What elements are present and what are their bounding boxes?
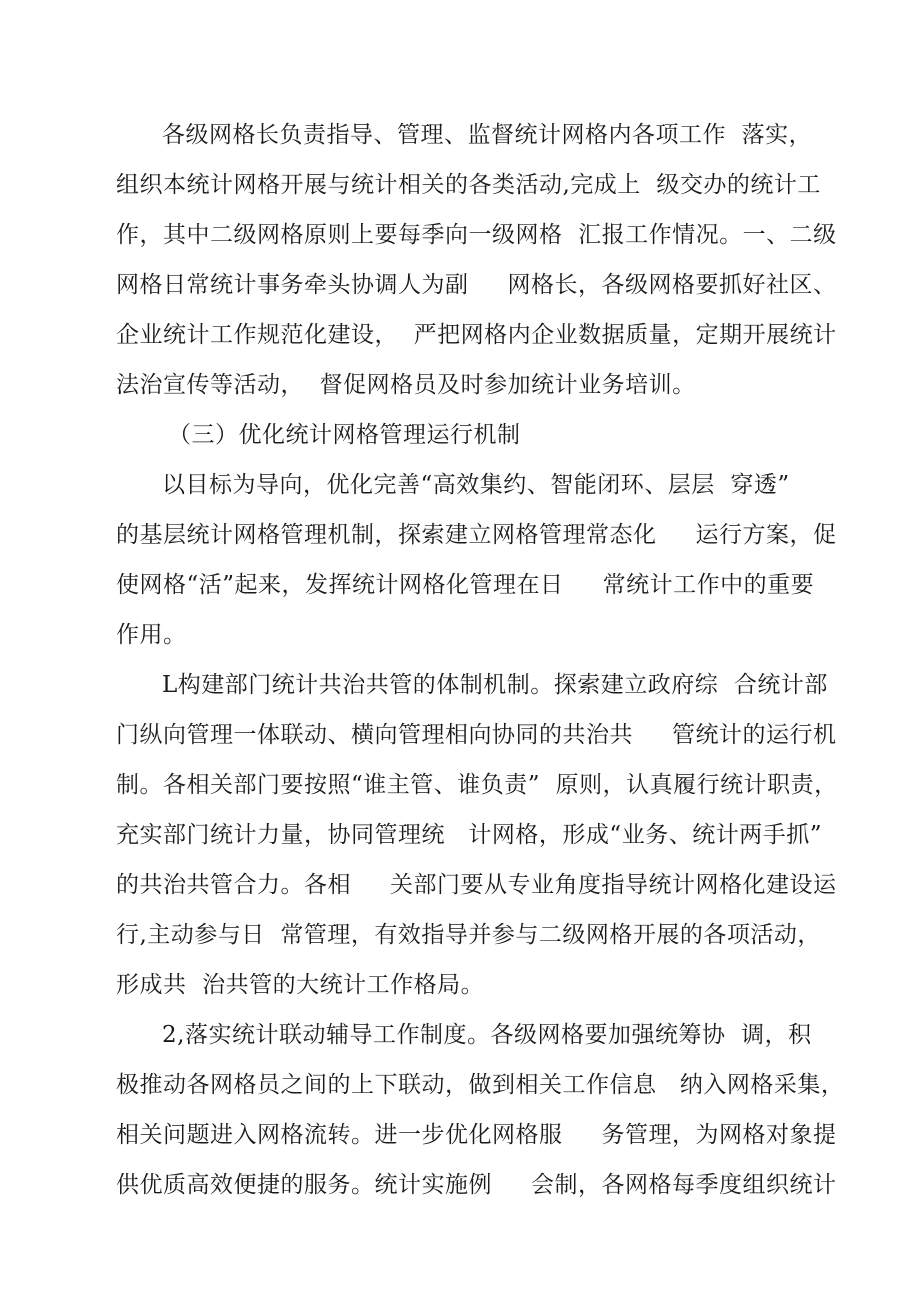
paragraph-3-line-4: 充实部门统计力量，协同管理统 计网格，形成“业务、统计两手抓” (116, 822, 822, 848)
paragraph-4-line-3: 相关问题进入网格流转。进一步优化网格服 务管理，为网格对象提 (116, 1122, 837, 1148)
paragraph-1-line-1: 各级网格长负责指导、管理、监督统计网格内各项工作 落实， (162, 122, 813, 148)
paragraph-2-line-1: 以目标为导向，优化完善“高效集约、智能闭环、层层 穿透” (162, 472, 790, 498)
paragraph-3-line-3: 制。各相关部门要按照“谁主管、谁负责” 原则，认真履行统计职责， (116, 772, 838, 798)
paragraph-4-line-1: 2,落实统计联动辅导工作制度。各级网格要加强统筹协 调，积 (162, 1022, 812, 1048)
paragraph-4-line-2: 极推动各网格员之间的上下联动，做到相关工作信息 纳入网格采集， (116, 1072, 845, 1098)
section-heading: （三）优化统计网格管理运行机制 (168, 422, 521, 448)
paragraph-4-line-4: 供优质高效便捷的服务。统计实施例 会制，各网格每季度组织统计 (116, 1172, 837, 1198)
paragraph-3-line-1: L构建部门统计共治共管的体制机制。探索建立政府综 合统计部 (162, 672, 828, 698)
paragraph-2-line-4: 作用。 (116, 622, 187, 648)
paragraph-1-line-2: 组织本统计网格开展与统计相关的各类活动,完成上 级交办的统计工 (116, 172, 821, 198)
paragraph-3-line-2: 门纵向管理一体联动、横向管理相向协同的共治共 管统计的运行机 (116, 722, 837, 748)
paragraph-1-line-6: 法治宣传等活动， 督促网格员及时参加统计业务培训。 (116, 372, 696, 398)
paragraph-3-line-7: 形成共 治共管的大统计工作格局。 (116, 972, 485, 998)
paragraph-2-line-3: 使网格“活”起来，发挥统计网格化管理在日 常统计工作中的重要 (116, 572, 815, 598)
paragraph-1-line-5: 企业统计工作规范化建设， 严把网格内企业数据质量，定期开展统计 (116, 322, 837, 348)
paragraph-1-line-4: 网格日常统计事务牵头协调人为副 网格长，各级网格要抓好社区、 (116, 272, 837, 298)
paragraph-3-line-5: 的共治共管合力。各相 关部门要从专业角度指导统计网格化建设运 (116, 872, 837, 898)
paragraph-1-line-3: 作，其中二级网格原则上要每季向一级网格 汇报工作情况。一、二级 (116, 222, 837, 248)
paragraph-3-line-6: 行,主动参与日 常管理，有效指导并参与二级网格开展的各项活动， (116, 922, 821, 948)
paragraph-2-line-2: 的基层统计网格管理机制，探索建立网格管理常态化 运行方案，促 (116, 522, 837, 548)
